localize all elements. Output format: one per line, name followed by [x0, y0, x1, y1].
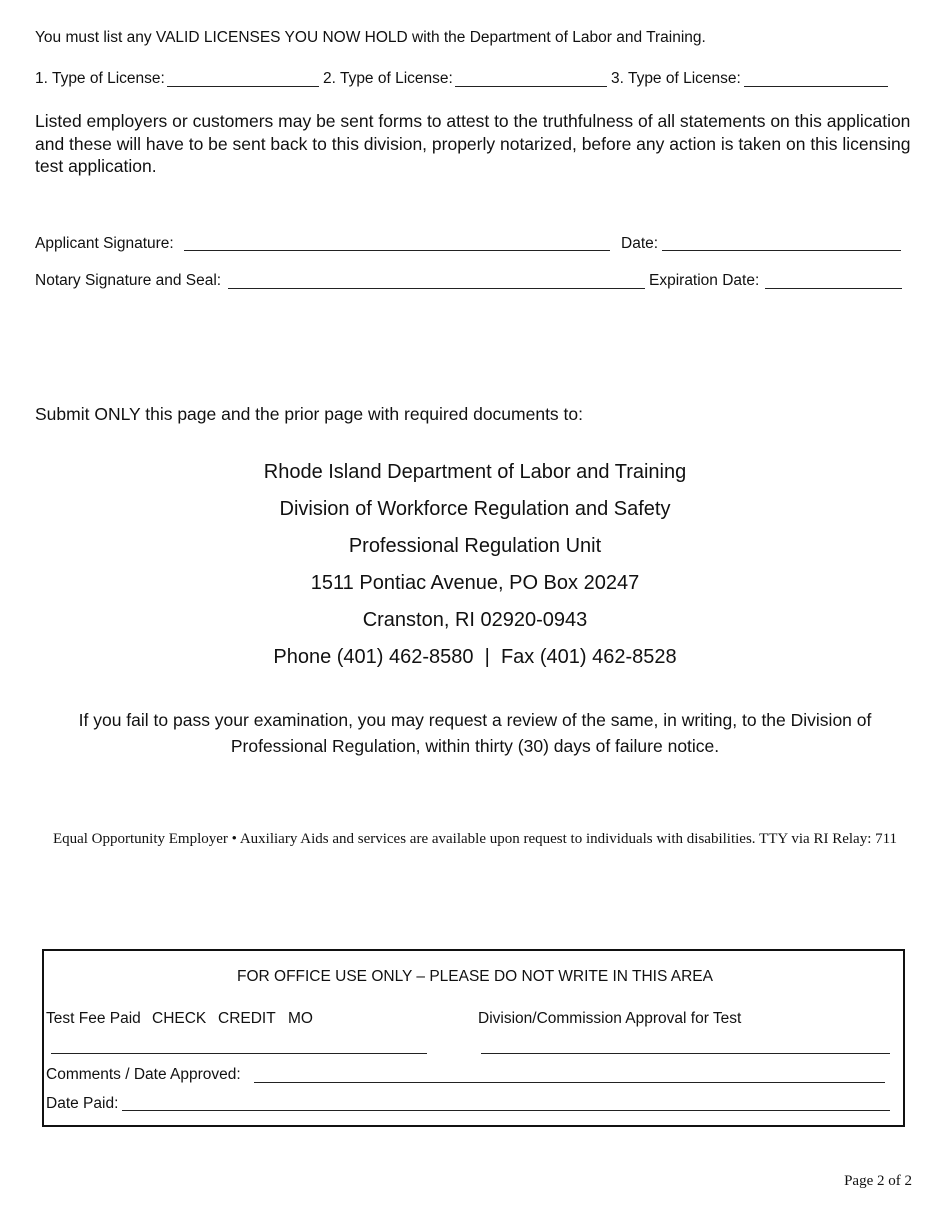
address-line-unit: Professional Regulation Unit: [348, 535, 602, 557]
attestation-paragraph: Listed employers or customers may be sent forms to attest to the truthfulness of all statements on this application and these will have to be sent back to this division, properly notarized, before any action is taken on this licensing test application.: [35, 111, 911, 176]
page-number: Page 2 of 2: [844, 1173, 912, 1189]
payment-option-credit[interactable]: CREDIT: [218, 1010, 276, 1027]
notary-signature-field[interactable]: [228, 288, 645, 289]
license-2-label: 2. Type of License:: [323, 70, 453, 87]
date-field[interactable]: [662, 250, 901, 251]
expiration-date-label: Expiration Date:: [649, 272, 760, 289]
date-label: Date:: [621, 235, 659, 252]
fee-paid-field[interactable]: [51, 1053, 427, 1054]
address-line-department: Rhode Island Department of Labor and Training: [263, 461, 687, 483]
submit-instruction: Submit ONLY this page and the prior page with required documents to:: [35, 404, 584, 424]
comments-date-approved-label: Comments / Date Approved:: [46, 1066, 241, 1083]
address-line-street: 1511 Pontiac Avenue, PO Box 20247: [310, 572, 640, 594]
address-line-city: Cranston, RI 02920-0943: [362, 609, 588, 631]
office-use-heading: FOR OFFICE USE ONLY – PLEASE DO NOT WRITE IN THIS AREA: [236, 968, 713, 985]
approval-field[interactable]: [481, 1053, 890, 1054]
date-paid-field[interactable]: [122, 1110, 890, 1111]
test-fee-paid-label: Test Fee Paid: [46, 1010, 141, 1027]
applicant-signature-field[interactable]: [184, 250, 610, 251]
license-1-field[interactable]: [167, 86, 319, 87]
payment-option-mo[interactable]: MO: [288, 1010, 313, 1027]
license-2-field[interactable]: [455, 86, 607, 87]
notary-signature-label: Notary Signature and Seal:: [35, 272, 222, 289]
address-line-division: Division of Workforce Regulation and Safety: [279, 498, 671, 520]
license-1-label: 1. Type of License:: [35, 70, 165, 87]
applicant-signature-label: Applicant Signature:: [35, 235, 174, 252]
review-notice-line-1: If you fail to pass your examination, you may request a review of the same, in writing, to the Division of: [78, 710, 872, 730]
review-notice-line-2: Professional Regulation, within thirty (30) days of failure notice.: [230, 736, 720, 756]
date-paid-label: Date Paid:: [46, 1095, 119, 1112]
intro-text: You must list any VALID LICENSES YOU NOW HOLD with the Department of Labor and Training.: [35, 29, 706, 46]
expiration-date-field[interactable]: [765, 288, 902, 289]
license-3-label: 3. Type of License:: [611, 70, 741, 87]
equal-opportunity-notice: Equal Opportunity Employer • Auxiliary Aids and services are available upon request to individuals with disabilities. TTY via RI Relay: 711: [52, 831, 898, 847]
address-line-phone-fax: Phone (401) 462-8580 | Fax (401) 462-8528: [273, 646, 677, 668]
license-3-field[interactable]: [744, 86, 888, 87]
payment-option-check[interactable]: CHECK: [152, 1010, 207, 1027]
approval-label: Division/Commission Approval for Test: [478, 1010, 742, 1027]
comments-date-approved-field[interactable]: [254, 1082, 885, 1083]
